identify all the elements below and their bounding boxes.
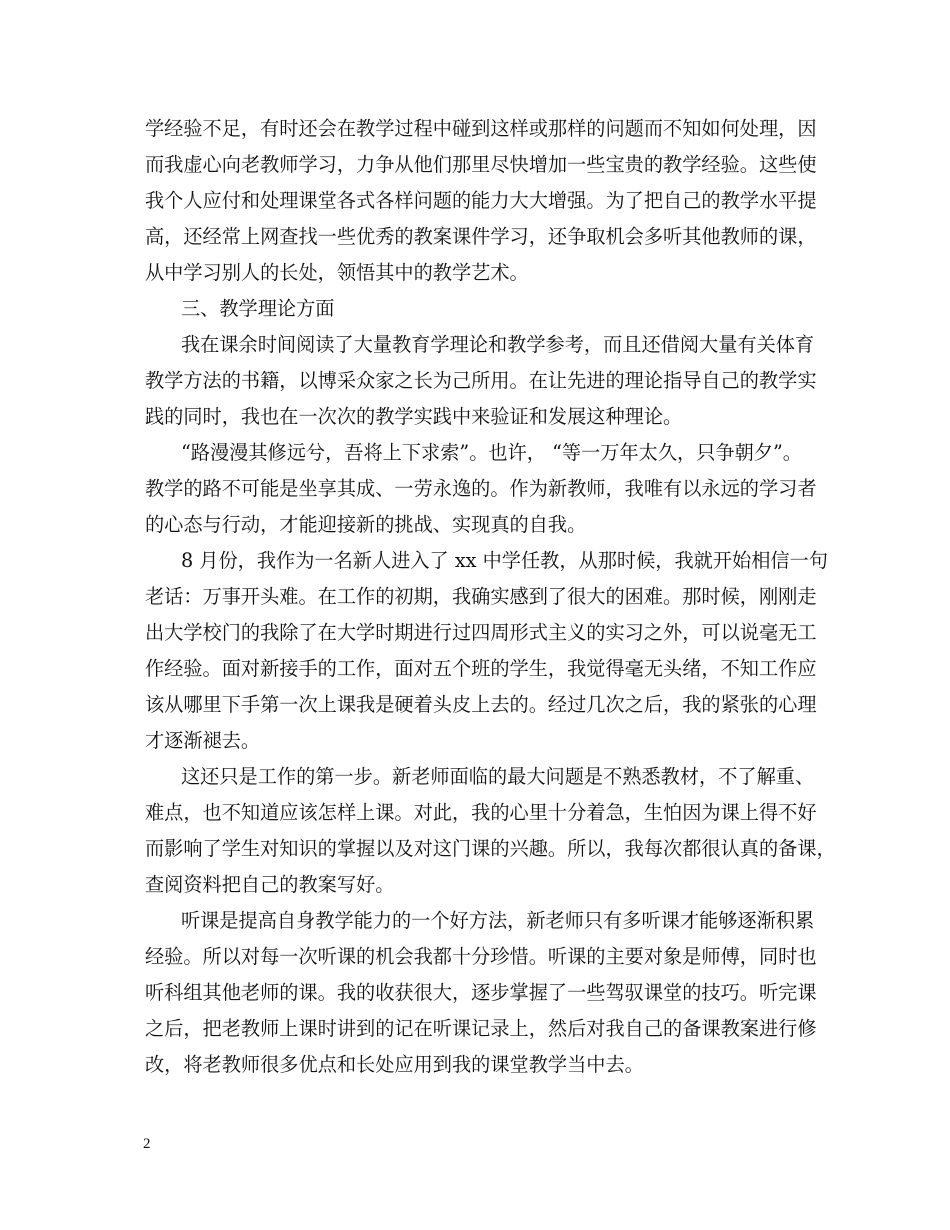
- text-line: 学经验不足，有时还会在教学过程中碰到这样或那样的问题而不知如何处理，因: [145, 117, 817, 140]
- text-line: 而我虚心向老教师学习，力争从他们那里尽快增加一些宝贵的教学经验。这些使: [145, 153, 817, 176]
- text-line: 我个人应付和处理课堂各式各样问题的能力大大增强。为了把自己的教学水平提: [145, 189, 817, 212]
- text-line: 之后，把老教师上课时讲到的记在听课记录上，然后对我自己的备课教案进行修: [145, 1017, 817, 1040]
- text-line: 出大学校门的我除了在大学时期进行过四周形式主义的实习之外，可以说毫无工: [145, 621, 817, 644]
- text-line: 该从哪里下手第一次上课我是硬着头皮上去的。经过几次之后，我的紧张的心理: [145, 693, 817, 716]
- section-heading: 三、教学理论方面: [181, 297, 335, 320]
- text-line: 教学方法的书籍，以博采众家之长为己所用。在让先进的理论指导自己的教学实: [145, 369, 817, 392]
- text-line: 改，将老教师很多优点和长处应用到我的课堂教学当中去。: [145, 1053, 644, 1076]
- text-line: 践的同时，我也在一次次的教学实践中来验证和发展这种理论。: [145, 405, 683, 428]
- text-line: 查阅资料把自己的教案写好。: [145, 873, 395, 896]
- text-line: 8 月份，我作为一名新人进入了 xx 中学任教，从那时候，我就开始相信一句: [181, 549, 828, 572]
- text-line: 才逐渐褪去。: [145, 729, 261, 752]
- text-line: 我在课余时间阅读了大量教育学理论和教学参考，而且还借阅大量有关体育: [181, 333, 815, 356]
- text-line: 听课是提高自身教学能力的一个好方法，新老师只有多听课才能够逐渐积累: [181, 909, 815, 932]
- text-line: 听科组其他老师的课。我的收获很大，逐步掌握了一些驾驭课堂的技巧。听完课: [145, 981, 817, 1004]
- text-line: 这还只是工作的第一步。新老师面临的最大问题是不熟悉教材，不了解重、: [181, 765, 815, 788]
- text-line: 经验。所以对每一次听课的机会我都十分珍惜。听课的主要对象是师傅，同时也: [145, 945, 817, 968]
- text-line: 从中学习别人的长处，领悟其中的教学艺术。: [145, 261, 529, 284]
- text-line: “路漫漫其修远兮，吾将上下求索”。也许， “等一万年太久，只争朝夕”。: [181, 441, 802, 464]
- page-number: 2: [143, 1136, 151, 1152]
- text-line: 高，还经常上网查找一些优秀的教案课件学习，还争取机会多听其他教师的课，: [145, 225, 817, 248]
- text-line: 教学的路不可能是坐享其成、一劳永逸的。作为新教师，我唯有以永远的学习者: [145, 477, 817, 500]
- text-line: 而影响了学生对知识的掌握以及对这门课的兴趣。所以，我每次都很认真的备课，: [145, 837, 836, 860]
- text-line: 难点，也不知道应该怎样上课。对此，我的心里十分着急，生怕因为课上得不好: [145, 801, 817, 824]
- text-line: 作经验。面对新接手的工作，面对五个班的学生，我觉得毫无头绪，不知工作应: [145, 657, 817, 680]
- text-line: 老话：万事开头难。在工作的初期，我确实感到了很大的困难。那时候，刚刚走: [145, 585, 817, 608]
- text-line: 的心态与行动，才能迎接新的挑战、实现真的自我。: [145, 513, 587, 536]
